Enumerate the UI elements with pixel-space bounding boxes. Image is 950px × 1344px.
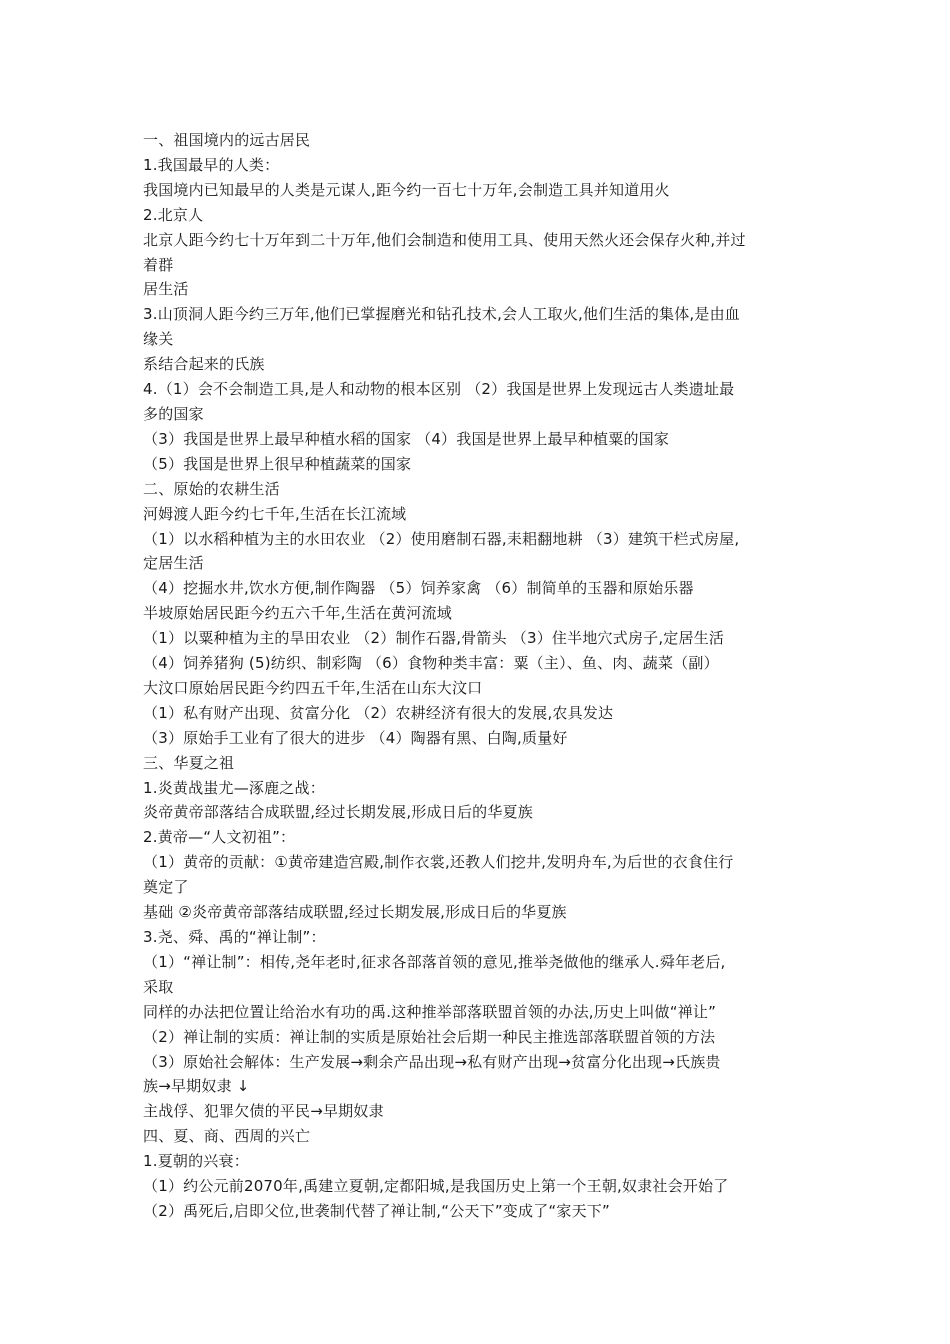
text-line: 4.（1）会不会制造工具,是人和动物的根本区别 （2）我国是世界上发现远古人类遗址最 xyxy=(143,380,735,399)
subheading: 1.夏朝的兴衰： xyxy=(143,1152,249,1171)
text-line: （1）私有财产出现、贫富分化 （2）农耕经济有很大的发展,农具发达 xyxy=(143,703,614,722)
text-line: （1）黄帝的贡献：①黄帝建造宫殿,制作衣裳,还教人们挖井,发明舟车,为后世的衣食住行 xyxy=(143,853,734,872)
section-heading: 二、原始的农耕生活 xyxy=(143,479,280,498)
text-line: 族→早期奴隶 ↓ xyxy=(143,1077,250,1096)
text-line: 半坡原始居民距今约五六千年,生活在黄河流域 xyxy=(143,604,452,623)
text-line: 主战俘、犯罪欠债的平民→早期奴隶 xyxy=(143,1102,384,1121)
subheading: 1.炎黄战蚩尤—涿鹿之战： xyxy=(143,778,325,797)
section-heading: 三、华夏之祖 xyxy=(143,753,235,772)
text-line: 奠定了 xyxy=(143,878,189,897)
text-line: 定居生活 xyxy=(143,554,204,573)
text-line: 同样的办法把位置让给治水有功的禹.这种推举部落联盟首领的办法,历史上叫做“禅让” xyxy=(143,1002,717,1021)
document-body xyxy=(143,128,811,1224)
text-line: （1）以粟种植为主的旱田农业 （2）制作石器,骨箭头 （3）住半地穴式房子,定居生活 xyxy=(143,629,725,648)
text-line: 3.山顶洞人距今约三万年,他们已掌握磨光和钻孔技术,会人工取火,他们生活的集体,是由血 xyxy=(143,305,740,324)
text-line: 北京人距今约七十万年到二十万年,他们会制造和使用工具、使用天然火还会保存火种,并过 xyxy=(143,230,746,249)
text-line: （1）以水稻种植为主的水田农业 （2）使用磨制石器,耒耜翻地耕 （3）建筑干栏式房屋, xyxy=(143,529,740,548)
text-line: 大汶口原始居民距今约四五千年,生活在山东大汶口 xyxy=(143,678,483,697)
subheading: 2.黄帝—“人文初祖”： xyxy=(143,828,296,847)
subheading: 3.尧、舜、禹的“禅让制”： xyxy=(143,928,326,946)
text-line: （3）我国是世界上最早种植水稻的国家 （4）我国是世界上最早种植粟的国家 xyxy=(143,429,670,448)
text-line: 炎帝黄帝部落结合成联盟,经过长期发展,形成日后的华夏族 xyxy=(143,803,533,822)
section-heading: 四、夏、商、西周的兴亡 xyxy=(143,1127,311,1146)
text-line: 多的国家 xyxy=(143,404,204,423)
text-line: 着群 xyxy=(143,255,174,274)
section-heading: 一、祖国境内的远古居民 xyxy=(143,131,311,149)
text-line: 系结合起来的氏族 xyxy=(143,355,265,374)
text-line: （1）“禅让制”：相传,尧年老时,征求各部落首领的意见,推举尧做他的继承人.舜年老后, xyxy=(143,952,726,971)
text-line: （3）原始手工业有了很大的进步 （4）陶器有黑、白陶,质量好 xyxy=(143,728,568,747)
text-line: 河姆渡人距今约七千年,生活在长江流域 xyxy=(143,504,407,523)
text-line: （2）禹死后,启即父位,世袭制代替了禅让制,“公天下”变成了“家天下” xyxy=(143,1201,610,1220)
text-line: 我国境内已知最早的人类是元谋人,距今约一百七十万年,会制造工具并知道用火 xyxy=(143,180,670,199)
text-line: （1）约公元前2070年,禹建立夏朝,定都阳城,是我国历史上第一个王朝,奴隶社会开始了 xyxy=(143,1177,729,1196)
text-line: （3）原始社会解体：生产发展→剩余产品出现→私有财产出现→贫富分化出现→氏族贵 xyxy=(143,1052,721,1071)
text-line: 采取 xyxy=(143,977,174,996)
text-line: （5）我国是世界上很早种植蔬菜的国家 xyxy=(143,454,412,473)
text-line: 基础 ②炎帝黄帝部落结成联盟,经过长期发展,形成日后的华夏族 xyxy=(143,903,567,922)
text-line: （4）挖掘水井,饮水方便,制作陶器 （5）饲养家禽 （6）制简单的玉器和原始乐器 xyxy=(143,579,694,598)
text-line: 缘关 xyxy=(143,330,174,349)
text-line: （4）饲养猪狗 (5)纺织、制彩陶 （6）食物种类丰富：粟（主）、鱼、肉、蔬菜（副） xyxy=(143,654,719,673)
subheading: 1.我国最早的人类： xyxy=(143,155,280,174)
subheading: 2.北京人 xyxy=(143,205,204,224)
text-line: 居生活 xyxy=(143,280,189,299)
text-line: （2）禅让制的实质：禅让制的实质是原始社会后期一种民主推选部落联盟首领的方法 xyxy=(143,1027,716,1046)
